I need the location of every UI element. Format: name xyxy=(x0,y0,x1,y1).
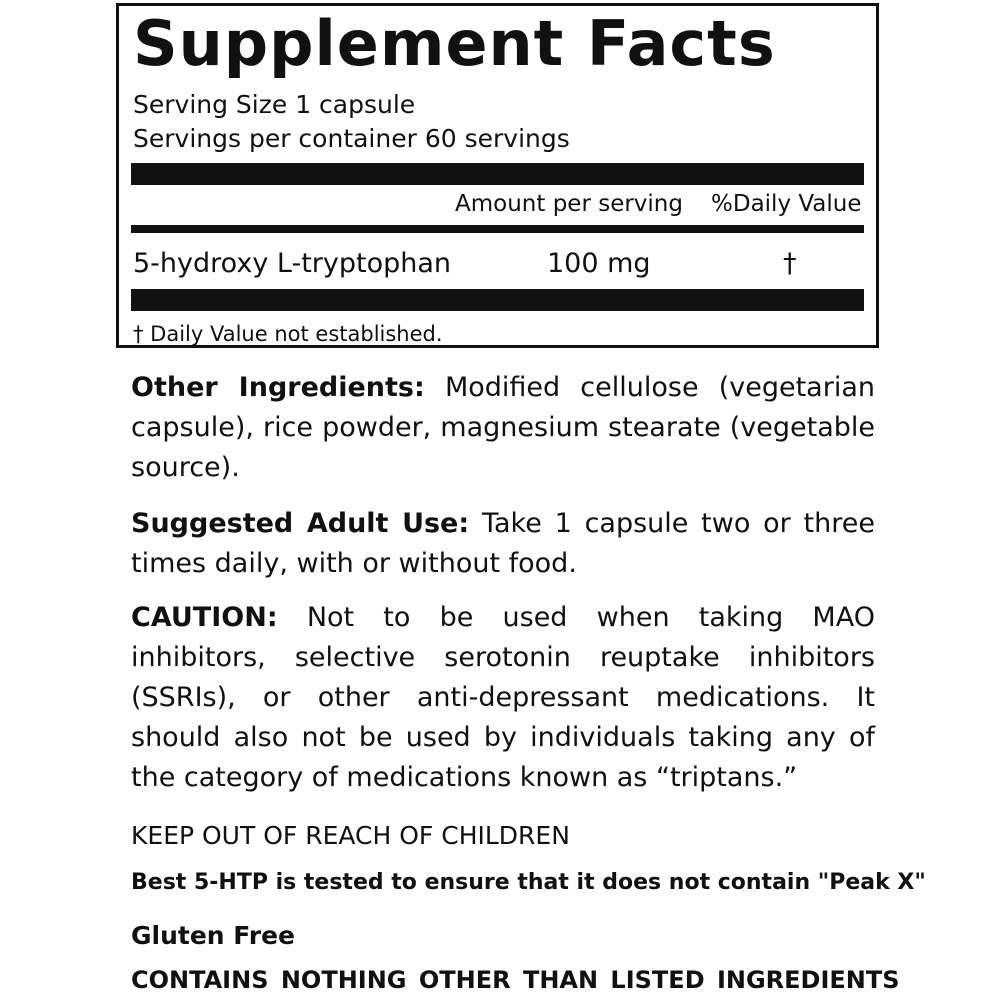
other-ingredients-line: Modified cellulose (vegetarian xyxy=(444,372,875,403)
thin-divider xyxy=(131,225,864,233)
caution-line: inhibitors, selective serotonin reuptake inhibitors xyxy=(131,642,875,673)
suggested-adult-use xyxy=(131,504,875,584)
other-ingredients-label: Other Ingredients: xyxy=(131,372,425,403)
caution xyxy=(131,598,875,798)
thick-divider-bottom xyxy=(131,289,864,311)
caution-line: should also not be used by individuals taking any of xyxy=(131,722,875,753)
serving-size: Serving Size 1 capsule xyxy=(133,90,416,119)
ingredient-name: 5-hydroxy L-tryptophan xyxy=(133,248,452,279)
peak-x-statement: Best 5-HTP is tested to ensure that it does not contain "Peak X" xyxy=(131,870,926,895)
suggested-use-label: Suggested Adult Use: xyxy=(131,508,470,539)
header-daily-value: %Daily Value xyxy=(711,191,862,217)
other-ingredients xyxy=(131,368,875,488)
supplement-facts-panel xyxy=(116,3,879,348)
keep-out-of-reach: KEEP OUT OF REACH OF CHILDREN xyxy=(131,821,570,850)
other-ingredients-line: capsule), rice powder, magnesium stearate (vegetable xyxy=(131,412,875,443)
gluten-free: Gluten Free xyxy=(131,921,296,950)
suggested-use-line: Take 1 capsule two or three xyxy=(481,508,875,539)
caution-label: CAUTION: xyxy=(131,602,278,633)
caution-line: (SSRIs), or other anti-depressant medications. It xyxy=(131,682,875,713)
thick-divider-top xyxy=(131,163,864,185)
caution-line: Not to be used when taking MAO xyxy=(306,602,875,633)
servings-per-container: Servings per container 60 servings xyxy=(133,124,570,153)
ingredient-daily-value: † xyxy=(783,248,797,279)
facts-title: Supplement Facts xyxy=(133,7,776,80)
caution-line: the category of medications known as “triptans.” xyxy=(131,762,798,793)
other-ingredients-line: source). xyxy=(131,452,240,483)
contains-nothing-statement: CONTAINS NOTHING OTHER THAN LISTED INGREDIENTS xyxy=(131,966,900,994)
suggested-use-line: times daily, with or without food. xyxy=(131,548,577,579)
daily-value-footnote: † Daily Value not established. xyxy=(133,322,443,346)
ingredient-amount: 100 mg xyxy=(547,248,651,279)
header-amount-per-serving: Amount per serving xyxy=(455,191,683,217)
